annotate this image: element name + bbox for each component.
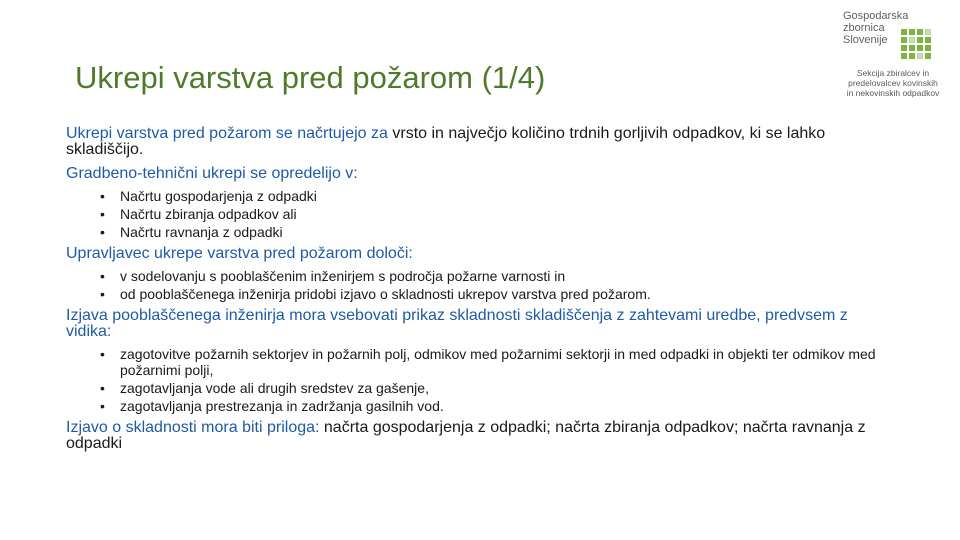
logo-name-line: Gospodarska bbox=[843, 10, 909, 22]
paragraph-planning bbox=[66, 126, 896, 158]
list-item: • zagotavljanja prestrezanja in zadržanja gasilnih vod. bbox=[100, 398, 896, 414]
paragraph-attachment bbox=[66, 420, 896, 452]
paragraph-highlight: Izjava pooblaščenega inženirja mora vsebovati prikaz skladnosti skladiščenja z zahtevami uredbe, predvsem z vidika: bbox=[66, 307, 848, 340]
logo-section-line: Sekcija zbiralcev in bbox=[856, 68, 930, 78]
list-item: • zagotovitve požarnih sektorjev in požarnih polj, odmikov med požarnimi sektorji in med odpadki in objekti ter odmikov med požarnimi polji, bbox=[100, 346, 896, 378]
paragraph-construction-measures bbox=[66, 166, 896, 182]
paragraph-highlight: Gradbeno-tehnični ukrepi se opredelijo v: bbox=[66, 165, 358, 182]
paragraph-highlight: Izjavo o skladnosti mora biti priloga: bbox=[66, 419, 320, 436]
logo-grid-icon bbox=[900, 28, 932, 60]
bullet-list-statement bbox=[100, 346, 896, 414]
list-item: • v sodelovanju s pooblaščenim inženirjem s področja požarne varnosti in bbox=[100, 268, 896, 284]
slide-body bbox=[66, 126, 896, 460]
paragraph-highlight: Upravljavec ukrepe varstva pred požarom določi: bbox=[66, 245, 413, 262]
slide-title: Ukrepi varstva pred požarom (1/4) bbox=[75, 60, 546, 95]
paragraph-text: načrta gospodarjenja z odpadki; načrta zbiranja odpadkov; načrta ravnanja z odpadki bbox=[66, 419, 866, 452]
paragraph-text: vrsto in največjo količino trdnih gorljivih odpadkov, ki se lahko skladiščijo. bbox=[66, 125, 826, 158]
bullet-list-plans bbox=[100, 188, 896, 240]
logo-section-line: in nekovinskih odpadkov bbox=[846, 88, 940, 98]
logo-name bbox=[843, 10, 909, 46]
logo-section-line: predelovalcev kovinskih bbox=[848, 78, 938, 88]
paragraph-highlight: Ukrepi varstva pred požarom se načrtujejo za bbox=[66, 125, 388, 142]
bullet-list-operator bbox=[100, 268, 896, 302]
paragraph-operator bbox=[66, 246, 896, 262]
list-item: • Načrtu ravnanja z odpadki bbox=[100, 224, 896, 240]
logo-section-name bbox=[833, 68, 953, 98]
list-item: • Načrtu zbiranja odpadkov ali bbox=[100, 206, 896, 222]
list-item: • zagotavljanja vode ali drugih sredstev za gašenje, bbox=[100, 380, 896, 396]
logo-name-line: zbornica bbox=[843, 22, 885, 34]
logo-name-line: Slovenije bbox=[843, 34, 888, 46]
chamber-logo bbox=[833, 10, 953, 102]
paragraph-statement bbox=[66, 308, 896, 340]
list-item: • od pooblaščenega inženirja pridobi izjavo o skladnosti ukrepov varstva pred požarom. bbox=[100, 286, 896, 302]
list-item: • Načrtu gospodarjenja z odpadki bbox=[100, 188, 896, 204]
